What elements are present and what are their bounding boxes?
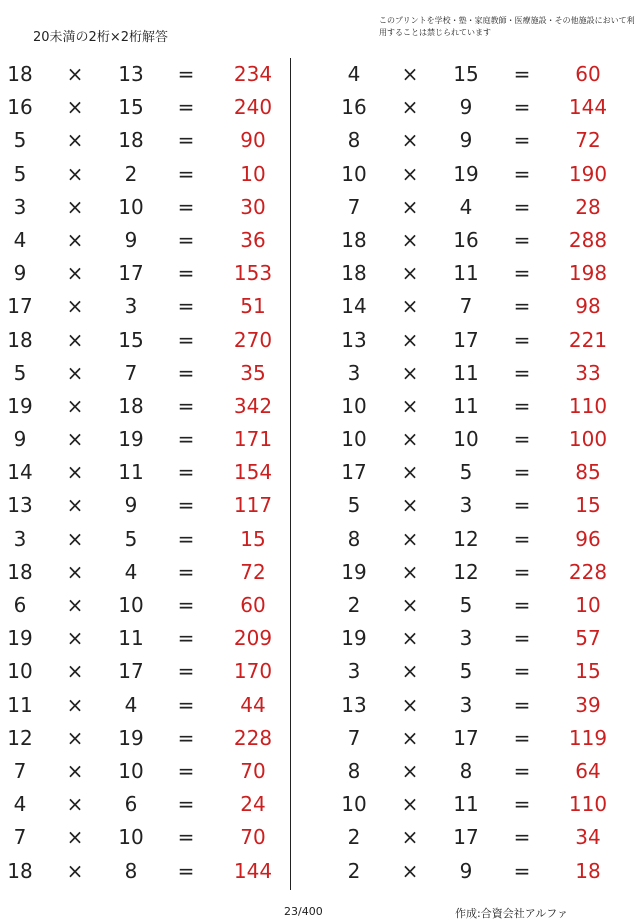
multiply-sign: × — [66, 227, 84, 252]
answer: 234 — [233, 62, 273, 86]
equals-sign: = — [177, 294, 195, 319]
operand-b: 12 — [453, 526, 479, 551]
operand-b: 3 — [124, 294, 138, 319]
operand-b: 5 — [459, 460, 473, 485]
multiply-sign: × — [401, 526, 419, 551]
multiply-sign: × — [66, 427, 84, 452]
operand-b: 5 — [459, 593, 473, 617]
operand-b: 17 — [118, 659, 144, 684]
answer: 36 — [240, 227, 266, 252]
equals-sign: = — [513, 559, 531, 584]
multiply-sign: × — [401, 427, 419, 452]
operand-a: 13 — [341, 692, 367, 717]
answer: 98 — [575, 294, 601, 319]
operand-a: 14 — [7, 460, 33, 485]
multiply-sign: × — [66, 758, 84, 783]
multiply-sign: × — [401, 227, 419, 252]
operand-a: 2 — [347, 858, 361, 883]
equals-sign: = — [177, 161, 195, 186]
operand-b: 9 — [124, 493, 138, 518]
multiply-sign: × — [66, 626, 84, 651]
equals-sign: = — [513, 327, 531, 352]
operand-a: 10 — [341, 427, 367, 452]
multiply-sign: × — [401, 460, 419, 485]
answer: 35 — [240, 360, 266, 385]
page-number: 23/400 — [284, 905, 323, 918]
operand-b: 19 — [118, 725, 144, 750]
answer: 30 — [240, 194, 266, 219]
operand-b: 12 — [453, 559, 479, 584]
answer: 18 — [575, 858, 601, 883]
author-credit: 作成:合資会社アルファ — [455, 907, 569, 920]
operand-b: 3 — [459, 493, 473, 518]
operand-a: 10 — [7, 659, 33, 684]
multiply-sign: × — [66, 393, 84, 418]
operand-a: 18 — [341, 261, 367, 286]
multiply-sign: × — [66, 460, 84, 485]
operand-b: 3 — [459, 692, 473, 717]
answer: 117 — [233, 493, 273, 518]
equals-sign: = — [177, 360, 195, 385]
operand-b: 7 — [124, 360, 138, 385]
operand-a: 8 — [347, 526, 361, 551]
operand-b: 18 — [118, 393, 144, 418]
operand-b: 9 — [459, 858, 473, 883]
multiply-sign: × — [66, 593, 84, 617]
equals-sign: = — [177, 62, 195, 86]
operand-b: 2 — [124, 161, 138, 186]
multiply-sign: × — [401, 725, 419, 750]
answer: 228 — [568, 559, 608, 584]
multiply-sign: × — [401, 559, 419, 584]
equals-sign: = — [177, 261, 195, 286]
operand-b: 10 — [118, 194, 144, 219]
multiply-sign: × — [66, 493, 84, 518]
answer: 34 — [575, 825, 601, 850]
operand-b: 4 — [124, 559, 138, 584]
operand-a: 19 — [341, 626, 367, 651]
operand-a: 7 — [13, 758, 27, 783]
multiply-sign: × — [401, 327, 419, 352]
operand-b: 19 — [118, 427, 144, 452]
equals-sign: = — [513, 360, 531, 385]
equals-sign: = — [177, 559, 195, 584]
operand-a: 10 — [341, 792, 367, 817]
operand-b: 5 — [459, 659, 473, 684]
multiply-sign: × — [401, 95, 419, 120]
answer: 28 — [575, 194, 601, 219]
operand-b: 9 — [124, 227, 138, 252]
equals-sign: = — [177, 393, 195, 418]
operand-b: 10 — [118, 825, 144, 850]
answer: 288 — [568, 227, 608, 252]
answer: 10 — [575, 593, 601, 617]
operand-a: 3 — [13, 194, 27, 219]
equals-sign: = — [177, 194, 195, 219]
multiply-sign: × — [401, 161, 419, 186]
operand-b: 11 — [453, 261, 479, 286]
operand-b: 17 — [453, 825, 479, 850]
multiply-sign: × — [401, 626, 419, 651]
operand-a: 19 — [341, 559, 367, 584]
answer: 24 — [240, 792, 266, 817]
operand-b: 3 — [459, 626, 473, 651]
operand-a: 3 — [347, 659, 361, 684]
multiply-sign: × — [66, 825, 84, 850]
operand-b: 15 — [118, 95, 144, 120]
multiply-sign: × — [401, 659, 419, 684]
operand-a: 4 — [13, 227, 27, 252]
answer: 85 — [575, 460, 601, 485]
operand-b: 11 — [118, 460, 144, 485]
answer: 110 — [568, 792, 608, 817]
operand-b: 5 — [124, 526, 138, 551]
operand-a: 4 — [347, 62, 361, 86]
operand-b: 8 — [459, 758, 473, 783]
equals-sign: = — [177, 825, 195, 850]
equals-sign: = — [177, 626, 195, 651]
answer: 44 — [240, 692, 266, 717]
operand-a: 19 — [7, 393, 33, 418]
equals-sign: = — [177, 526, 195, 551]
operand-a: 2 — [347, 825, 361, 850]
operand-b: 9 — [459, 95, 473, 120]
operand-a: 13 — [341, 327, 367, 352]
equals-sign: = — [177, 858, 195, 883]
operand-a: 3 — [13, 526, 27, 551]
answer: 110 — [568, 393, 608, 418]
operand-b: 19 — [453, 161, 479, 186]
operand-a: 7 — [347, 725, 361, 750]
equals-sign: = — [513, 493, 531, 518]
multiply-sign: × — [401, 758, 419, 783]
operand-b: 15 — [453, 62, 479, 86]
operand-b: 4 — [124, 692, 138, 717]
operand-a: 10 — [341, 161, 367, 186]
operand-a: 8 — [347, 758, 361, 783]
operand-a: 10 — [341, 393, 367, 418]
multiply-sign: × — [401, 62, 419, 86]
multiply-sign: × — [401, 360, 419, 385]
answer: 15 — [240, 526, 266, 551]
equals-sign: = — [513, 792, 531, 817]
multiply-sign: × — [66, 360, 84, 385]
answer: 90 — [240, 128, 266, 153]
page-title: 20未満の2桁×2桁解答 — [33, 30, 168, 45]
multiply-sign: × — [66, 62, 84, 86]
operand-a: 4 — [13, 792, 27, 817]
multiply-sign: × — [401, 825, 419, 850]
operand-a: 9 — [13, 261, 27, 286]
operand-a: 5 — [13, 360, 27, 385]
equals-sign: = — [177, 593, 195, 617]
answer: 170 — [233, 659, 273, 684]
equals-sign: = — [177, 659, 195, 684]
answer: 190 — [568, 161, 608, 186]
operand-a: 8 — [347, 128, 361, 153]
answer: 72 — [575, 128, 601, 153]
answer: 15 — [575, 659, 601, 684]
operand-b: 13 — [118, 62, 144, 86]
operand-a: 5 — [13, 161, 27, 186]
operand-a: 6 — [13, 593, 27, 617]
answer: 100 — [568, 427, 608, 452]
equals-sign: = — [513, 62, 531, 86]
operand-a: 14 — [341, 294, 367, 319]
multiply-sign: × — [401, 692, 419, 717]
operand-a: 11 — [7, 692, 33, 717]
equals-sign: = — [513, 427, 531, 452]
answer: 240 — [233, 95, 273, 120]
equals-sign: = — [513, 626, 531, 651]
answer: 119 — [568, 725, 608, 750]
operand-a: 16 — [341, 95, 367, 120]
answer: 10 — [240, 161, 266, 186]
multiply-sign: × — [66, 526, 84, 551]
operand-a: 5 — [13, 128, 27, 153]
operand-b: 18 — [118, 128, 144, 153]
equals-sign: = — [513, 95, 531, 120]
multiply-sign: × — [66, 294, 84, 319]
equals-sign: = — [177, 725, 195, 750]
answer: 70 — [240, 825, 266, 850]
equals-sign: = — [513, 725, 531, 750]
answer: 153 — [233, 261, 273, 286]
operand-b: 17 — [118, 261, 144, 286]
answer: 70 — [240, 758, 266, 783]
operand-b: 8 — [124, 858, 138, 883]
operand-b: 15 — [118, 327, 144, 352]
equals-sign: = — [513, 393, 531, 418]
equals-sign: = — [513, 161, 531, 186]
operand-a: 7 — [347, 194, 361, 219]
answer: 72 — [240, 559, 266, 584]
multiply-sign: × — [66, 161, 84, 186]
equals-sign: = — [513, 758, 531, 783]
answer: 51 — [240, 294, 266, 319]
multiply-sign: × — [401, 194, 419, 219]
column-divider — [290, 58, 291, 890]
equals-sign: = — [177, 792, 195, 817]
multiply-sign: × — [66, 692, 84, 717]
multiply-sign: × — [401, 393, 419, 418]
answer: 198 — [568, 261, 608, 286]
equals-sign: = — [513, 593, 531, 617]
multiply-sign: × — [401, 792, 419, 817]
equals-sign: = — [513, 294, 531, 319]
answer: 144 — [568, 95, 608, 120]
answer: 33 — [575, 360, 601, 385]
operand-a: 7 — [13, 825, 27, 850]
equals-sign: = — [513, 659, 531, 684]
equals-sign: = — [177, 128, 195, 153]
operand-b: 17 — [453, 327, 479, 352]
multiply-sign: × — [66, 792, 84, 817]
multiply-sign: × — [401, 261, 419, 286]
operand-b: 11 — [118, 626, 144, 651]
operand-a: 18 — [7, 62, 33, 86]
answer: 154 — [233, 460, 273, 485]
operand-b: 9 — [459, 128, 473, 153]
equals-sign: = — [177, 95, 195, 120]
operand-a: 5 — [347, 493, 361, 518]
equals-sign: = — [513, 858, 531, 883]
answer: 60 — [240, 593, 266, 617]
equals-sign: = — [513, 227, 531, 252]
equals-sign: = — [177, 227, 195, 252]
operand-b: 10 — [453, 427, 479, 452]
operand-a: 16 — [7, 95, 33, 120]
multiply-sign: × — [401, 128, 419, 153]
answer: 60 — [575, 62, 601, 86]
operand-b: 7 — [459, 294, 473, 319]
multiply-sign: × — [401, 858, 419, 883]
operand-b: 11 — [453, 393, 479, 418]
operand-a: 3 — [347, 360, 361, 385]
answer: 228 — [233, 725, 273, 750]
answer: 221 — [568, 327, 608, 352]
operand-b: 6 — [124, 792, 138, 817]
equals-sign: = — [177, 758, 195, 783]
answer: 342 — [233, 393, 273, 418]
operand-a: 13 — [7, 493, 33, 518]
operand-a: 18 — [7, 559, 33, 584]
multiply-sign: × — [66, 327, 84, 352]
equals-sign: = — [513, 194, 531, 219]
answer: 57 — [575, 626, 601, 651]
multiply-sign: × — [401, 593, 419, 617]
multiply-sign: × — [401, 294, 419, 319]
operand-a: 18 — [7, 858, 33, 883]
operand-a: 9 — [13, 427, 27, 452]
operand-a: 2 — [347, 593, 361, 617]
operand-b: 11 — [453, 792, 479, 817]
operand-b: 16 — [453, 227, 479, 252]
multiply-sign: × — [401, 493, 419, 518]
operand-b: 17 — [453, 725, 479, 750]
multiply-sign: × — [66, 128, 84, 153]
answer: 64 — [575, 758, 601, 783]
multiply-sign: × — [66, 659, 84, 684]
operand-a: 17 — [7, 294, 33, 319]
multiply-sign: × — [66, 194, 84, 219]
equals-sign: = — [513, 261, 531, 286]
answer: 15 — [575, 493, 601, 518]
equals-sign: = — [177, 460, 195, 485]
operand-b: 10 — [118, 593, 144, 617]
equals-sign: = — [513, 692, 531, 717]
equals-sign: = — [177, 427, 195, 452]
multiply-sign: × — [66, 261, 84, 286]
operand-a: 17 — [341, 460, 367, 485]
operand-a: 19 — [7, 626, 33, 651]
equals-sign: = — [513, 460, 531, 485]
operand-a: 12 — [7, 725, 33, 750]
operand-a: 18 — [341, 227, 367, 252]
operand-b: 10 — [118, 758, 144, 783]
answer: 209 — [233, 626, 273, 651]
answer: 39 — [575, 692, 601, 717]
operand-b: 11 — [453, 360, 479, 385]
equals-sign: = — [513, 128, 531, 153]
operand-a: 18 — [7, 327, 33, 352]
answer: 96 — [575, 526, 601, 551]
equals-sign: = — [177, 692, 195, 717]
multiply-sign: × — [66, 559, 84, 584]
multiply-sign: × — [66, 95, 84, 120]
answer: 270 — [233, 327, 273, 352]
answer: 144 — [233, 858, 273, 883]
usage-notice: このプリントを学校・塾・家庭教師・医療施設・その他施設において利用することは禁じられています — [379, 16, 635, 37]
answer: 171 — [233, 427, 273, 452]
equals-sign: = — [177, 327, 195, 352]
equals-sign: = — [513, 825, 531, 850]
equals-sign: = — [513, 526, 531, 551]
operand-b: 4 — [459, 194, 473, 219]
multiply-sign: × — [66, 858, 84, 883]
multiply-sign: × — [66, 725, 84, 750]
equals-sign: = — [177, 493, 195, 518]
